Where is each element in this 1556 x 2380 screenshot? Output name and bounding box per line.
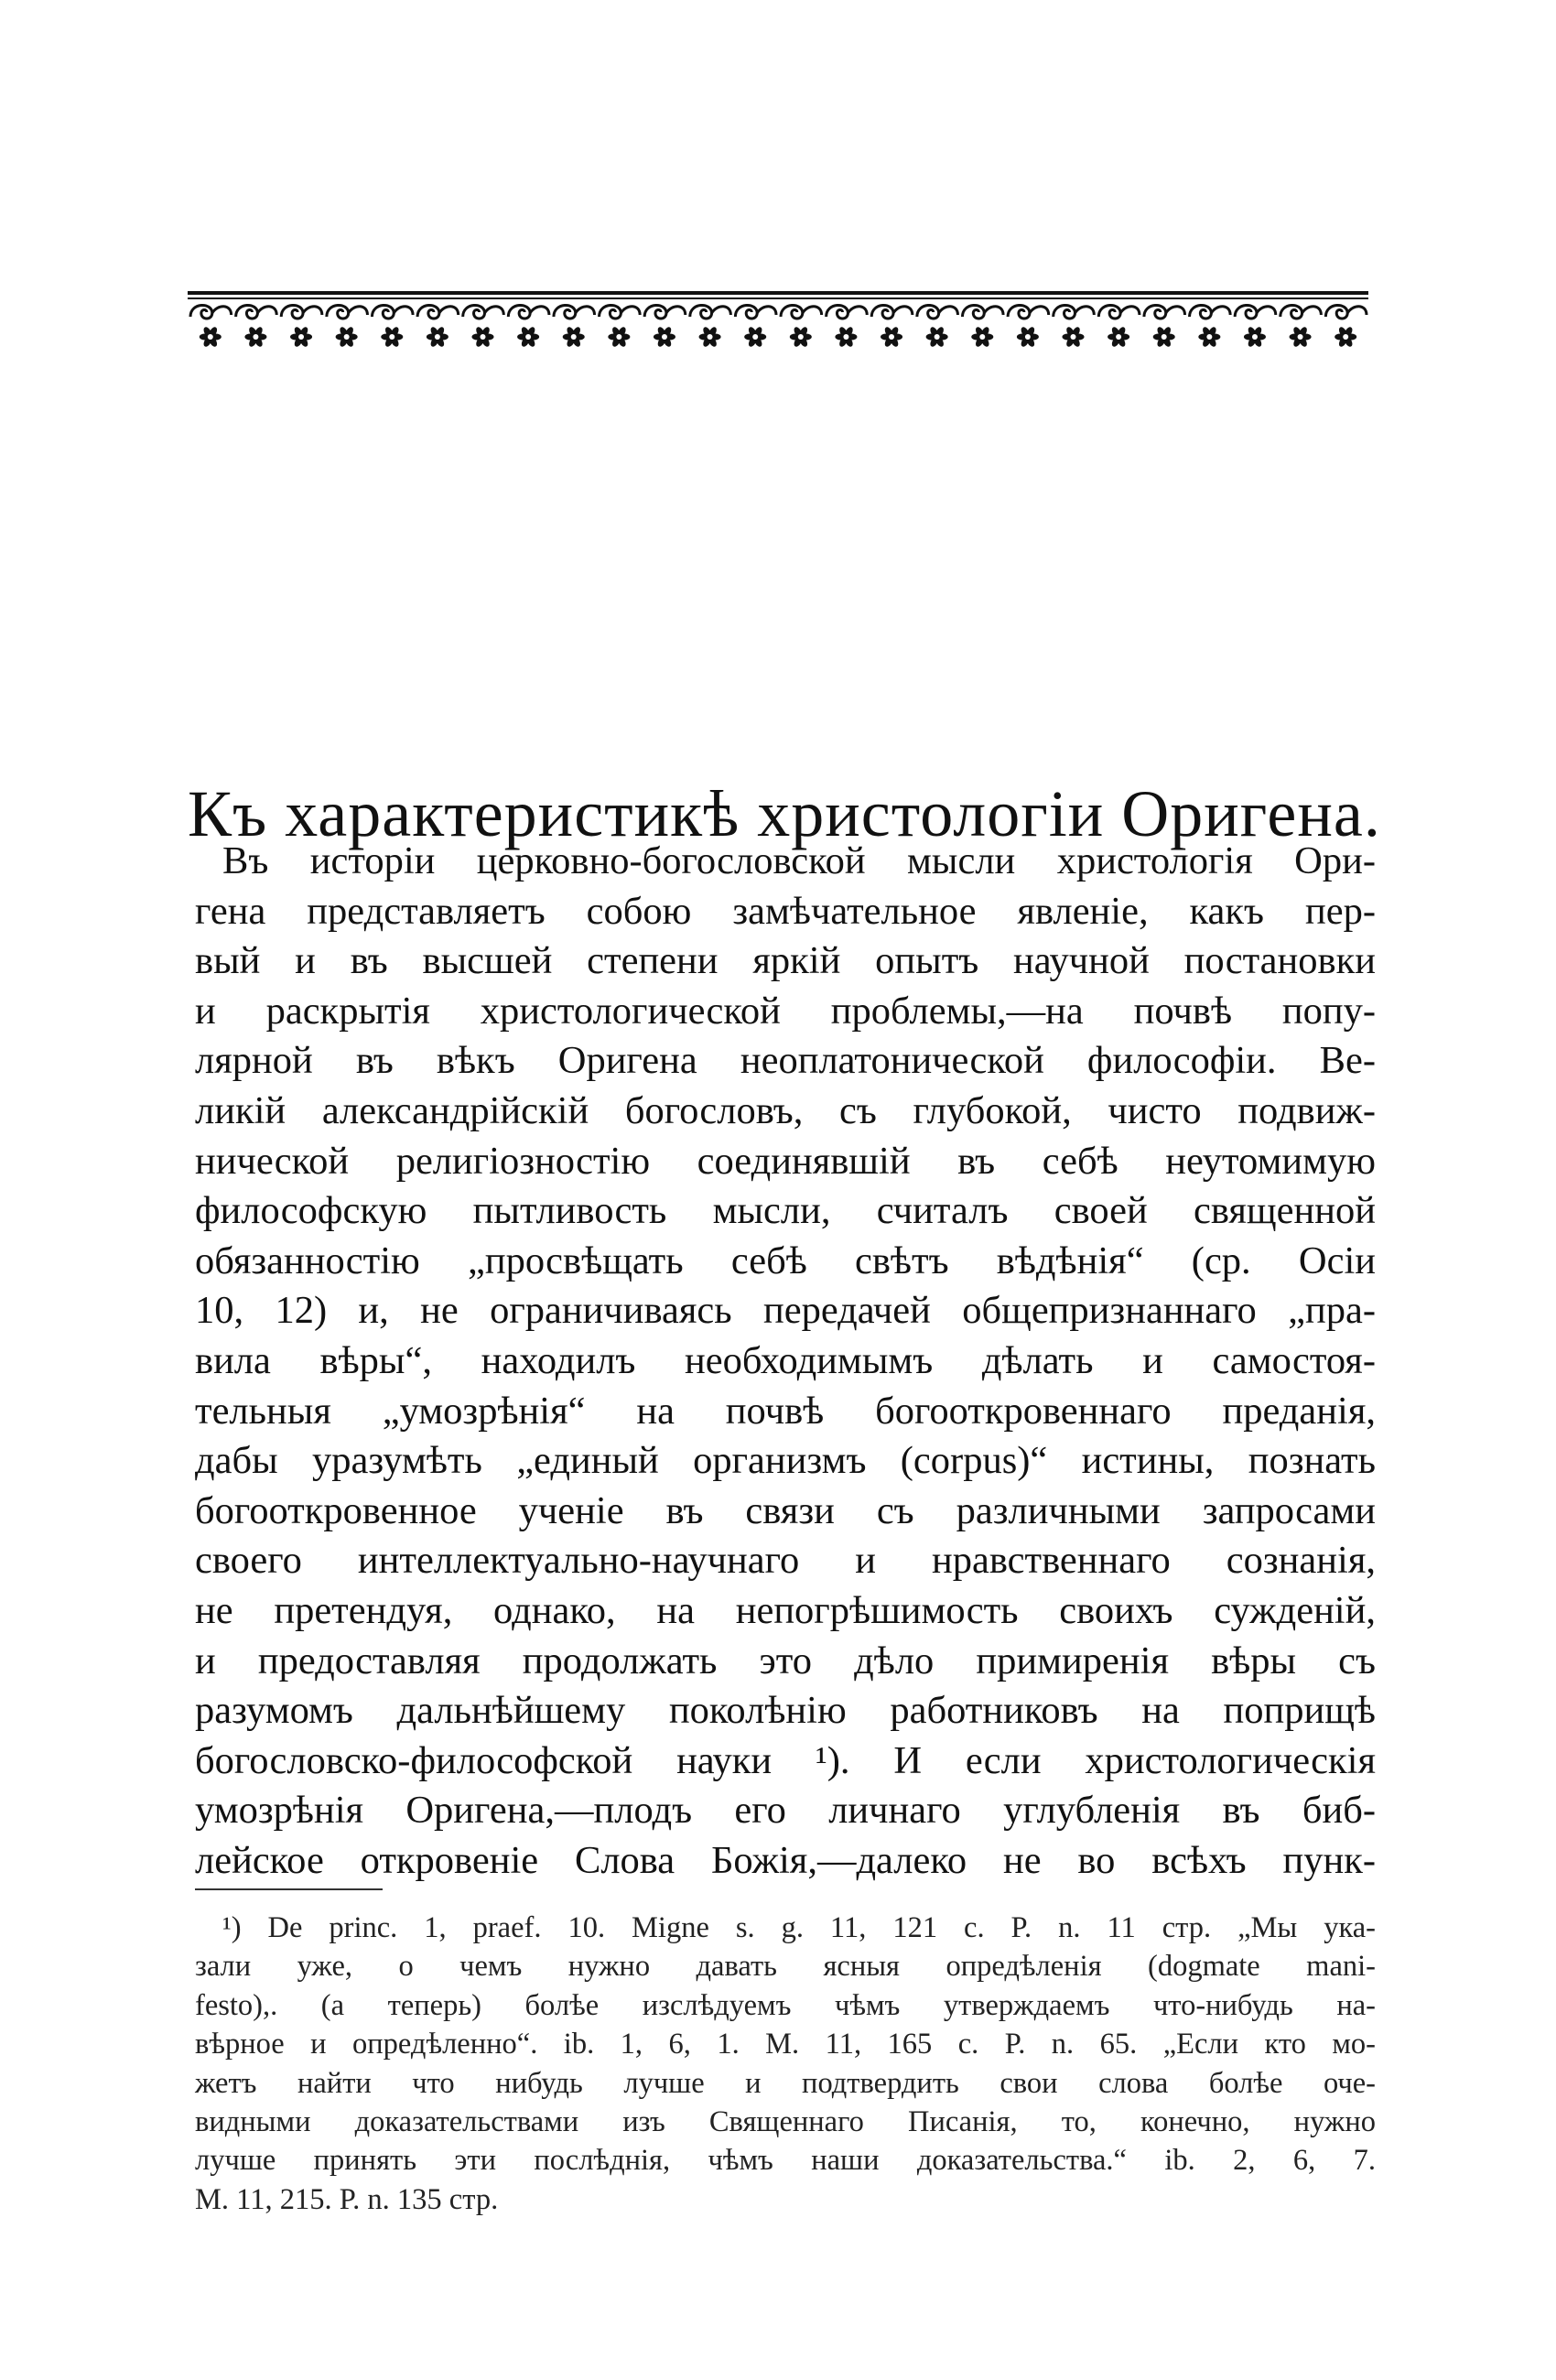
ornament-scroll <box>690 305 712 319</box>
ornament-scroll <box>303 307 322 315</box>
text-line: обязанностію „просвѣщать себѣ свѣтъ вѣдѣнія“ (ср. Осіи <box>195 1239 1376 1282</box>
ornament-rosette-center <box>616 334 621 340</box>
ornament-scroll <box>576 307 595 315</box>
ornament-scroll <box>893 307 913 315</box>
ornament-scroll <box>1347 307 1367 315</box>
footnote-line: ¹) De princ. 1, praef. 10. Migne s. g. 11, 121 c. P. n. 11 стр. „Мы ука- <box>222 1911 1376 1944</box>
ornament-scroll <box>939 307 958 315</box>
ornament-scroll <box>1190 305 1212 319</box>
ornament-rosette-center <box>979 334 985 340</box>
ornament-scroll <box>372 305 394 319</box>
ornament-scroll <box>1211 307 1230 315</box>
ornament-rosette-center <box>1025 334 1031 340</box>
ornament-scroll <box>463 305 485 319</box>
text-line: нической религіозностію соединявшій въ себѣ неутомимую <box>195 1139 1376 1183</box>
text-line: богословско-философской науки ¹). И если христологическія <box>195 1738 1376 1782</box>
ornament-scroll <box>281 305 303 319</box>
ornament-rosette-center <box>1162 334 1167 340</box>
text-line: своего интеллектуально-научнаго и нравственнаго сознанія, <box>195 1539 1376 1583</box>
ornament-scroll <box>1302 307 1322 315</box>
ornament-scroll <box>1325 305 1347 319</box>
ornament-rosette-center <box>525 334 531 340</box>
footnote-line: жетъ найти что нибудь лучше и подтвердить свои слова болѣе оче- <box>195 2066 1376 2100</box>
ornament-rosette-center <box>1116 334 1121 340</box>
ornament-scroll <box>1144 305 1166 319</box>
ornament-scroll <box>1030 307 1049 315</box>
ornament-rosette-center <box>935 334 940 340</box>
ornament-scroll <box>735 305 757 319</box>
ornament-rosette-center <box>253 334 258 340</box>
footnotes <box>195 1909 1376 2219</box>
footnote-line: лучше принять эти послѣднія, чѣмъ наши доказательства.“ ib. 2, 6, 7. <box>195 2144 1376 2178</box>
ornament-rosette-center <box>344 334 350 340</box>
ornament-scroll <box>621 307 640 315</box>
ornament-scroll <box>257 307 276 315</box>
text-line: тельныя „умозрѣнія“ на почвѣ богооткровеннаго преданія, <box>195 1389 1376 1433</box>
ornament-rosette-center <box>1343 334 1348 340</box>
ornament-scroll <box>827 305 848 319</box>
ornament-scroll <box>600 305 621 319</box>
text-line: Въ исторіи церковно-богословской мысли христологія Ори- <box>222 839 1376 882</box>
ornament-rosette-center <box>798 334 804 340</box>
text-line: умозрѣнія Оригена,—плодъ его личнаго углубленія въ биб- <box>195 1789 1376 1833</box>
ornament-scroll <box>485 307 504 315</box>
ornament-rosette-center <box>889 334 894 340</box>
ornament-scroll <box>757 307 776 315</box>
footnote-line: M. 11, 215. P. n. 135 стр. <box>195 2182 499 2216</box>
ornament-scroll <box>530 307 549 315</box>
ornament-rosette-center <box>1298 334 1303 340</box>
text-line: ликій александрійскій богословъ, съ глубокой, чисто подвиж- <box>195 1088 1376 1132</box>
ornament-rosette-center <box>752 334 758 340</box>
ornament-rosette-center <box>481 334 486 340</box>
ornament-scroll <box>848 307 867 315</box>
ornament-scroll <box>1054 305 1075 319</box>
text-line: и раскрытія христологической проблемы,—на почвѣ попу- <box>195 989 1376 1033</box>
ornament-scroll <box>190 305 212 319</box>
footnote-line: видными доказательствами изъ Священнаго Писанія, то, конечно, нужно <box>195 2104 1376 2138</box>
ornament-top-rule <box>188 291 1368 295</box>
ornament-rosette-center <box>662 334 667 340</box>
ornament-scroll <box>666 307 686 315</box>
ornament-rosette-center <box>1071 334 1076 340</box>
text-line: лейское откровеніе Слова Божія,—далеко не во всѣхъ пунк- <box>195 1838 1376 1882</box>
footnote-line: зали уже, о чемъ нужно давать ясныя опредѣленія (dogmate mani- <box>195 1950 1376 1984</box>
ornament-scroll <box>554 305 576 319</box>
ornament-scroll <box>417 305 439 319</box>
ornament-scroll <box>1075 307 1095 315</box>
ornament-rosette-center <box>708 334 713 340</box>
ornament-rosette-center <box>298 334 304 340</box>
chapter-title: Къ характеристикѣ христологіи Оригена. <box>188 777 1381 851</box>
ornament-rosette-center <box>1252 334 1258 340</box>
text-line: и предоставляя продолжать это дѣло примиренія вѣры съ <box>195 1639 1376 1682</box>
ornament-scroll <box>1120 307 1140 315</box>
main-text <box>195 837 1376 1886</box>
ornament-top-rule <box>188 298 1368 299</box>
text-line: не претендуя, однако, на непогрѣшимость своихъ сужденій, <box>195 1588 1376 1632</box>
ornament-scroll <box>803 307 822 315</box>
decorative-headpiece <box>188 291 1368 355</box>
ornament-scroll <box>1008 305 1030 319</box>
text-line: дабы уразумѣть „единый организмъ (corpus)“ истины, познать <box>195 1439 1376 1483</box>
ornament-scroll <box>439 307 459 315</box>
ornament-scroll <box>1098 305 1120 319</box>
ornament-rosette-center <box>208 334 213 340</box>
text-line: богооткровенное ученіе въ связи съ различными запросами <box>195 1488 1376 1532</box>
ornament-scroll <box>962 305 984 319</box>
ornament-rosette-center <box>571 334 577 340</box>
ornament-scroll <box>871 305 893 319</box>
ornament-scroll <box>781 305 803 319</box>
footnote-line: festo),. (а теперь) болѣе изслѣдуемъ чѣмъ утверждаемъ что-нибудь на- <box>195 1988 1376 2022</box>
text-line: 10, 12) и, не ограничиваясь передачей общепризнаннаго „пра- <box>195 1289 1376 1333</box>
ornament-scroll <box>327 305 349 319</box>
ornament-rosette-center <box>435 334 440 340</box>
ornament-scroll <box>1166 307 1185 315</box>
text-line: вила вѣры“, находилъ необходимымъ дѣлать и самостоя- <box>195 1338 1376 1382</box>
text-line: вый и въ высшей степени яркій опытъ научной постановки <box>195 939 1376 983</box>
ornament-scroll <box>1280 305 1302 319</box>
ornament-scroll <box>236 305 258 319</box>
ornament-scroll <box>212 307 232 315</box>
footnote-line: вѣрное и опредѣленно“. ib. 1, 6, 1. M. 11, 165 c. P. n. 65. „Если кто мо- <box>195 2028 1376 2061</box>
ornament-scroll <box>1235 305 1257 319</box>
ornament-scroll <box>1257 307 1276 315</box>
ornament-scroll <box>984 307 1003 315</box>
text-line: гена представляетъ собою замѣчательное явленіе, какъ пер- <box>195 889 1376 933</box>
ornament-scroll <box>712 307 731 315</box>
ornament-scroll <box>349 307 368 315</box>
ornament-rosette-center <box>843 334 848 340</box>
text-line: философскую пытливость мысли, считалъ своей священной <box>195 1189 1376 1233</box>
ornament-rosette-center <box>389 334 394 340</box>
text-line: лярной въ вѣкъ Оригена неоплатонической философіи. Ве- <box>195 1039 1376 1083</box>
ornament-scroll <box>644 305 666 319</box>
ornament-scroll <box>917 305 939 319</box>
footnote-separator <box>195 1888 383 1890</box>
ornament-rosette-center <box>1206 334 1212 340</box>
text-line: разумомъ дальнѣйшему поколѣнію работниковъ на поприщѣ <box>195 1689 1376 1733</box>
ornament-scroll <box>394 307 413 315</box>
ornament-scroll <box>508 305 530 319</box>
